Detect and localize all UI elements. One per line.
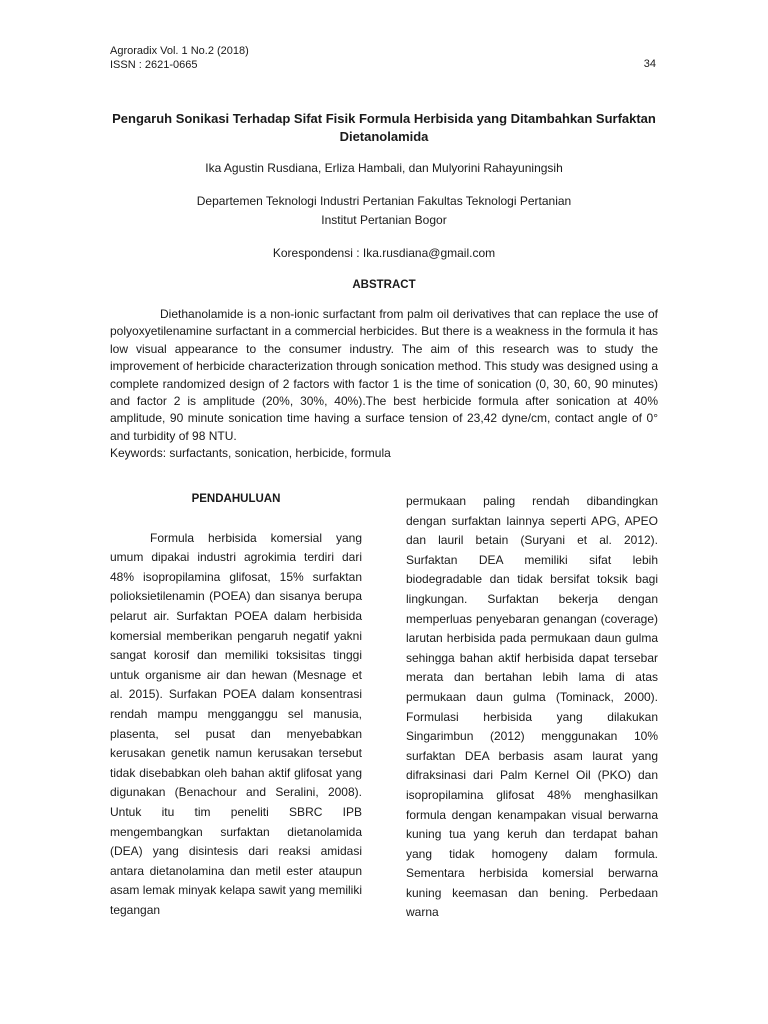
keywords: Keywords: surfactants, sonication, herbicide, formula [110,446,391,460]
body-left-column [110,490,362,920]
issn: ISSN : 2621-0665 [110,59,198,71]
body-right-column [406,492,658,923]
right-column-text: permukaan paling rendah dibandingkan dengan surfaktan lainnya seperti APG, APEO dan lauril betain (Suryani et al. 2012). Surfaktan DEA memiliki sifat lebih biodegradable dan tidak bersifat toksik bagi lingkungan. Surfaktan bekerja dengan memperluas penyebaran genangan (coverage) larutan herbisida pada permukaan daun gulma sehingga bahan aktif herbisida dapat tersebar merata dan bertahan lebih lama di atas permukaan daun gulma (Tominack, 2000). Formulasi herbisida yang dilakukan Singarimbun (2012) menggunakan 10% surfaktan DEA berbasis asam laurat yang difraksinasi dari Palm Kernel Oil (PKO) dan isopropilamina glifosat 48% menghasilkan formula dengan kenampakan visual berwarna kuning tua yang keruh dan terdapat bahan yang tidak homogeny dalam formula. Sementara herbisida komersial berwarna kuning keemasan dan bening. Perbedaan warna [406,494,658,920]
section-heading: PENDAHULUAN [191,493,281,505]
affiliation-line-2: Institut Pertanian Bogor [321,213,447,227]
affiliation-line-1: Departemen Teknologi Industri Pertanian Fakultas Teknologi Pertanian [196,194,572,208]
correspondence: Korespondensi : Ika.rusdiana@gmail.com [272,246,496,260]
affiliation [110,192,658,230]
authors: Ika Agustin Rusdiana, Erliza Hambali, dan Mulyorini Rahayuningsih [205,161,563,175]
abstract-heading: ABSTRACT [352,279,416,291]
abstract-text: Diethanolamide is a non-ionic surfactant from palm oil derivatives that can replace the use of polyoxyetilenamine surfactant in a commercial herbicides. But there is a weakness in the formula it has low visual appearance to the consumer industry. The aim of this research was to study the improvement of herbicide characterization through sonication method. This study was designed using a complete randomized design of 2 factors with factor 1 is the time of sonication (0, 30, 60, 90 minutes) and factor 2 is amplitude (20%, 30%, 40%).The best herbicide formula after sonication at 40% amplitude, 90 minute sonication time having a surface tension of 23,42 dyne/cm, contact angle of 0° and turbidity of 98 NTU. [110,307,658,443]
left-column-text: Formula herbisida komersial yang umum dipakai industri agrokimia terdiri dari 48% isopropilamina glifosat, 15% surfaktan polioksietilenamin (POEA) dan sisanya berupa pelarut air. Surfaktan POEA dalam herbisida komersial memberikan pengaruh negatif yakni sangat korosif dan memiliki toksisitas tinggi untuk organisme air dan hewan (Mesnage et al. 2015). Surfakan POEA dalam konsentrasi rendah mampu mengganggu sel manusia, plasenta, sel pusat dan menyebabkan kerusakan genetik namun kerusakan tersebut tidak disebabkan oleh bahan aktif glifosat yang digunakan (Benachour and Seralini, 2008). Untuk itu tim peneliti SBRC IPB mengembangkan surfaktan dietanolamida (DEA) yang disintesis dari reaksi amidasi antara dietanolamina dan metil ester ataupun asam lemak minyak kelapa sawit yang memiliki tegangan [110,530,362,917]
paper-title: Pengaruh Sonikasi Terhadap Sifat Fisik Formula Herbisida yang Ditambahkan Surfaktan Dietanolamida [112,111,656,144]
page-number: 34 [643,58,656,70]
journal-header [110,44,249,72]
journal-name: Agroradix Vol. 1 No.2 (2018) [110,45,249,57]
